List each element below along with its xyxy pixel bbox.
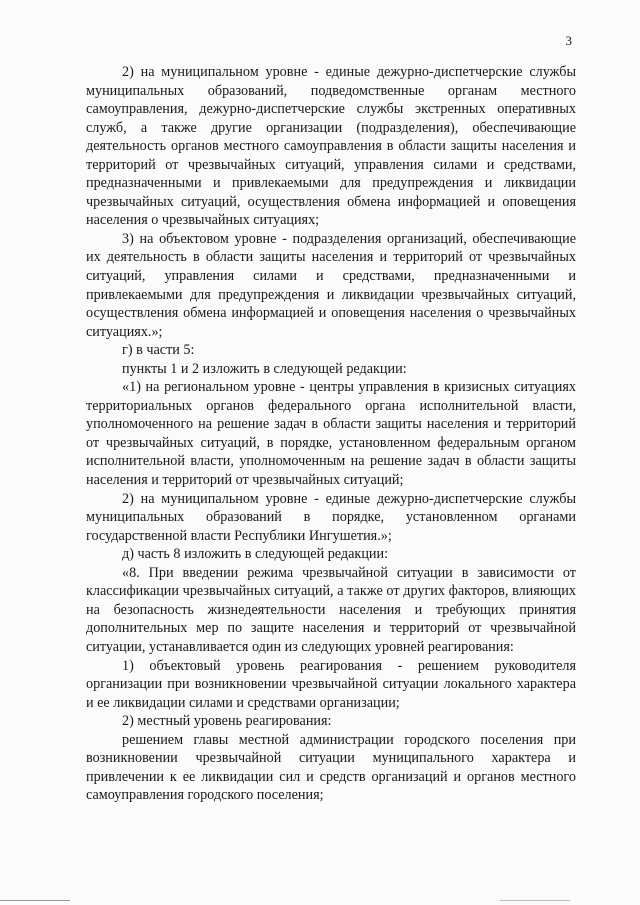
footer-scan-mark-right <box>500 900 570 901</box>
paragraph-municipal-level: 2) на муниципальном уровне - единые дежурно-диспетчерские службы муниципальных образований, подведомственные органам местного самоуправления, дежурно-диспетчерские службы экстренных оперативных служб, а также другие организации (подразделения), обеспечивающие деятельность органов местного самоуправления в области защиты населения и территорий от чрезвычайных ситуаций, управления силами и средствами, предназначенными и привлекаемыми для предупреждения и ликвидации чрезвычайных ситуаций, осуществления обмена информацией и оповещения населения о чрезвычайных ситуациях; <box>86 64 576 229</box>
paragraph-object-response: 1) объектовый уровень реагирования - решением руководителя организации при возникновении чрезвычайной ситуации локального характера и ее ликвидации силами и средствами организации; <box>86 657 576 711</box>
paragraph-regional-level: «1) на региональном уровне - центры управления в кризисных ситуациях территориальных органов федерального органа исполнительной власти, уполномоченного на решение задач в области защиты населения и территорий от чрезвычайных ситуаций, в порядке, установленном федеральным органом исполнительной власти, уполномоченным на решение задач в области защиты населения и территорий от чрезвычайных ситуаций; <box>86 379 576 489</box>
paragraph-local-response: 2) местный уровень реагирования: <box>122 713 332 730</box>
paragraph-part-8: «8. При введении режима чрезвычайной ситуации в зависимости от классификации чрезвычайных ситуаций, а также от других факторов, влияющих на безопасность жизнедеятельности населения и требующих принятия дополнительных мер по защите населения и территорий от чрезвычайной ситуации, устанавливается один из следующих уровней реагирования: <box>86 564 576 655</box>
paragraph-head-decision: решением главы местной администрации городского поселения при возникновении чрезвычайной ситуации муниципального характера и привлечении к ее ликвидации сил и средств организаций и органов местного самоуправления городского поселения; <box>86 731 576 804</box>
paragraph-item-g: г) в части 5: <box>122 342 195 359</box>
page-number: 3 <box>565 33 572 48</box>
paragraph-points-1-2: пункты 1 и 2 изложить в следующей редакции: <box>122 360 407 377</box>
document-body <box>86 63 576 805</box>
paragraph-item-d: д) часть 8 изложить в следующей редакции: <box>122 546 389 563</box>
footer-scan-mark-left <box>0 900 70 901</box>
paragraph-municipal-level-2: 2) на муниципальном уровне - единые дежурно-диспетчерские службы муниципальных образований в порядке, установленном органами государственной власти Республики Ингушетия.»; <box>86 490 576 544</box>
paragraph-object-level: 3) на объектовом уровне - подразделения организаций, обеспечивающие их деятельность в области защиты населения и территорий от чрезвычайных ситуаций, управления силами и средствами, предназначенными и привлекаемыми для предупреждения и ликвидации чрезвычайных ситуаций, осуществления обмена информацией и оповещения населения о чрезвычайных ситуациях.»; <box>86 230 576 340</box>
